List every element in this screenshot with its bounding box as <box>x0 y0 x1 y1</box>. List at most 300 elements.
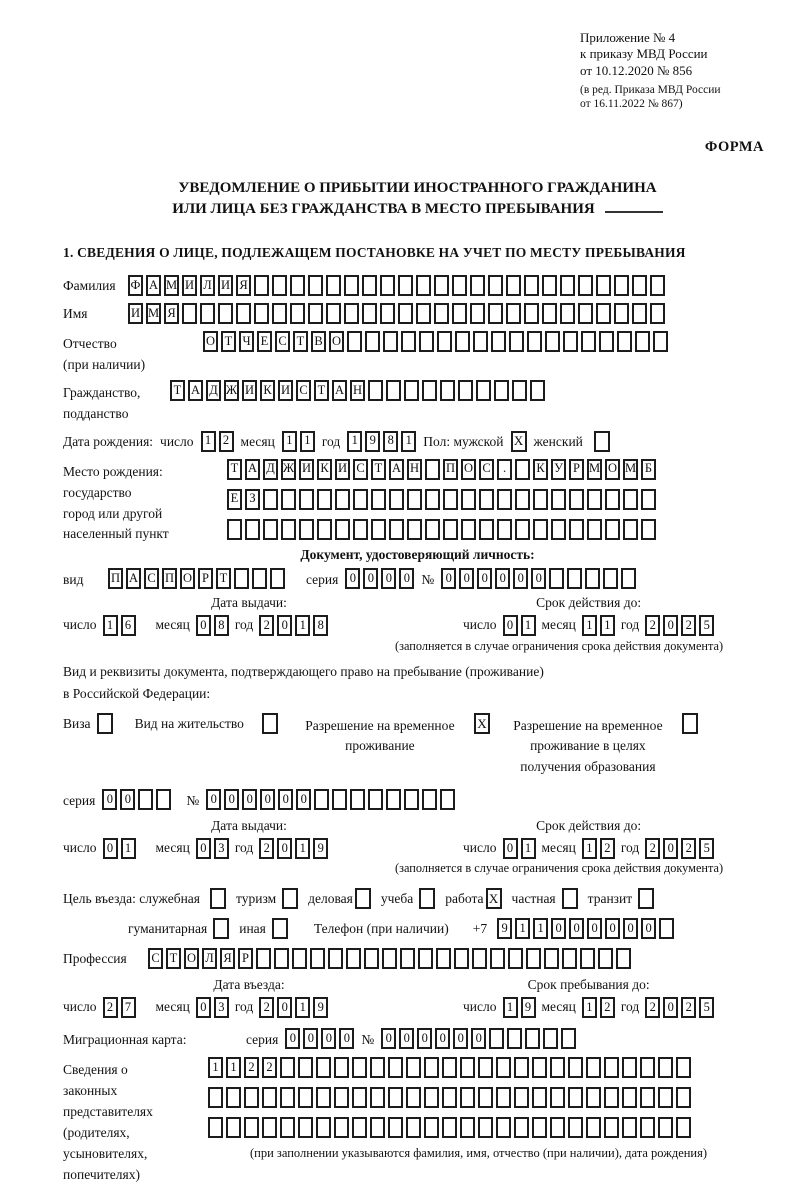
form-cell[interactable] <box>542 275 557 296</box>
form-cell[interactable] <box>334 1117 349 1138</box>
form-cell[interactable] <box>362 275 377 296</box>
form-cell[interactable]: С <box>148 948 163 969</box>
form-cell[interactable] <box>460 1117 475 1138</box>
form-cell[interactable]: Ж <box>281 459 296 480</box>
form-cell[interactable] <box>452 275 467 296</box>
form-cell[interactable] <box>641 489 656 510</box>
form-cell[interactable] <box>496 1087 511 1108</box>
form-cell[interactable]: О <box>180 568 195 589</box>
form-cell[interactable] <box>604 1087 619 1108</box>
form-cell[interactable] <box>434 275 449 296</box>
form-cell[interactable] <box>365 331 380 352</box>
form-cell[interactable] <box>470 275 485 296</box>
form-cell[interactable] <box>407 489 422 510</box>
form-cell[interactable]: С <box>275 331 290 352</box>
form-cell[interactable]: 9 <box>313 997 328 1018</box>
form-cell[interactable] <box>280 1057 295 1078</box>
form-cell[interactable]: 2 <box>681 997 696 1018</box>
form-cell[interactable] <box>550 1057 565 1078</box>
form-cell[interactable]: 0 <box>641 918 656 939</box>
form-cell[interactable] <box>587 519 602 540</box>
form-cell[interactable]: Я <box>236 275 251 296</box>
form-cell[interactable]: 0 <box>196 997 211 1018</box>
form-cell[interactable] <box>567 568 582 589</box>
form-cell[interactable]: Ч <box>239 331 254 352</box>
form-cell[interactable] <box>200 303 215 324</box>
form-cell[interactable] <box>478 1057 493 1078</box>
form-cell[interactable]: 1 <box>521 838 536 859</box>
form-cell[interactable] <box>442 1087 457 1108</box>
form-cell[interactable]: 1 <box>600 615 615 636</box>
form-cell[interactable] <box>280 1117 295 1138</box>
form-cell[interactable] <box>344 303 359 324</box>
form-cell[interactable]: А <box>126 568 141 589</box>
form-cell[interactable] <box>416 275 431 296</box>
form-cell[interactable]: 2 <box>600 838 615 859</box>
form-cell[interactable] <box>272 275 287 296</box>
form-cell[interactable] <box>440 789 455 810</box>
form-cell[interactable] <box>401 331 416 352</box>
form-cell[interactable]: 1 <box>295 838 310 859</box>
form-cell[interactable] <box>443 519 458 540</box>
form-cell[interactable] <box>460 1087 475 1108</box>
form-cell[interactable]: М <box>623 459 638 480</box>
form-cell[interactable]: 9 <box>365 431 380 452</box>
form-cell[interactable] <box>586 1057 601 1078</box>
form-cell[interactable] <box>614 303 629 324</box>
form-cell[interactable]: О <box>605 459 620 480</box>
form-cell[interactable] <box>497 489 512 510</box>
form-cell[interactable] <box>587 489 602 510</box>
form-cell[interactable] <box>461 519 476 540</box>
form-cell[interactable]: Т <box>216 568 231 589</box>
form-cell[interactable] <box>425 519 440 540</box>
form-cell[interactable]: 0 <box>503 838 518 859</box>
form-cell[interactable] <box>585 568 600 589</box>
form-cell[interactable]: К <box>317 459 332 480</box>
form-cell[interactable]: 1 <box>347 431 362 452</box>
form-cell[interactable]: 0 <box>206 789 221 810</box>
form-cell[interactable] <box>605 519 620 540</box>
form-cell[interactable]: 2 <box>259 838 274 859</box>
form-cell[interactable]: Т <box>293 331 308 352</box>
form-cell[interactable] <box>424 1057 439 1078</box>
form-cell[interactable]: 1 <box>295 615 310 636</box>
form-cell[interactable] <box>386 789 401 810</box>
form-cell[interactable] <box>290 275 305 296</box>
form-cell[interactable]: С <box>479 459 494 480</box>
form-cell[interactable] <box>508 948 523 969</box>
form-cell[interactable] <box>404 789 419 810</box>
form-cell[interactable] <box>317 519 332 540</box>
form-cell[interactable]: И <box>335 459 350 480</box>
form-cell[interactable] <box>370 1117 385 1138</box>
form-cell[interactable] <box>578 303 593 324</box>
form-cell[interactable] <box>440 380 455 401</box>
form-cell[interactable]: С <box>296 380 311 401</box>
form-cell[interactable] <box>506 303 521 324</box>
form-cell[interactable]: 0 <box>399 568 414 589</box>
form-cell[interactable]: 2 <box>262 1057 277 1078</box>
form-cell[interactable]: И <box>242 380 257 401</box>
form-cell[interactable]: 0 <box>381 568 396 589</box>
form-cell[interactable] <box>272 303 287 324</box>
form-cell[interactable] <box>388 1057 403 1078</box>
form-cell[interactable]: . <box>497 459 512 480</box>
form-cell[interactable]: 1 <box>515 918 530 939</box>
form-cell[interactable] <box>515 489 530 510</box>
form-cell[interactable] <box>350 789 365 810</box>
form-cell[interactable] <box>544 948 559 969</box>
form-cell[interactable] <box>425 489 440 510</box>
form-cell[interactable] <box>478 1117 493 1138</box>
form-cell[interactable] <box>244 1117 259 1138</box>
form-cell[interactable] <box>262 1087 277 1108</box>
form-cell[interactable] <box>352 1087 367 1108</box>
form-cell[interactable]: К <box>260 380 275 401</box>
form-cell[interactable]: 0 <box>605 918 620 939</box>
form-cell[interactable]: 0 <box>453 1028 468 1049</box>
form-cell[interactable] <box>622 1087 637 1108</box>
form-cell[interactable] <box>326 275 341 296</box>
form-cell[interactable] <box>335 519 350 540</box>
form-cell[interactable] <box>635 331 650 352</box>
form-cell[interactable] <box>422 789 437 810</box>
form-cell[interactable] <box>436 948 451 969</box>
form-cell[interactable]: 1 <box>201 431 216 452</box>
form-cell[interactable] <box>488 303 503 324</box>
form-cell[interactable] <box>658 1117 673 1138</box>
form-cell[interactable] <box>605 489 620 510</box>
form-cell[interactable] <box>653 331 668 352</box>
form-cell[interactable] <box>252 568 267 589</box>
form-cell[interactable] <box>362 303 377 324</box>
form-cell[interactable] <box>476 380 491 401</box>
form-cell[interactable]: 8 <box>214 615 229 636</box>
option-residence-permit[interactable]: Вид на жительство <box>135 713 278 734</box>
form-cell[interactable] <box>604 1117 619 1138</box>
form-cell[interactable] <box>460 1057 475 1078</box>
form-cell[interactable]: Т <box>221 331 236 352</box>
form-cell[interactable] <box>568 1087 583 1108</box>
form-cell[interactable] <box>218 303 233 324</box>
form-cell[interactable]: Б <box>641 459 656 480</box>
residence-permit-checkbox[interactable] <box>262 713 278 734</box>
form-cell[interactable] <box>386 380 401 401</box>
form-cell[interactable]: Р <box>198 568 213 589</box>
form-cell[interactable] <box>598 948 613 969</box>
form-cell[interactable]: 0 <box>120 789 135 810</box>
sex-male-checkbox[interactable]: X <box>511 431 527 452</box>
form-cell[interactable] <box>533 519 548 540</box>
form-cell[interactable] <box>614 275 629 296</box>
form-cell[interactable] <box>371 489 386 510</box>
form-cell[interactable] <box>490 948 505 969</box>
form-cell[interactable]: 2 <box>103 997 118 1018</box>
form-cell[interactable] <box>316 1117 331 1138</box>
form-cell[interactable] <box>400 948 415 969</box>
form-cell[interactable]: 2 <box>219 431 234 452</box>
form-cell[interactable] <box>389 519 404 540</box>
form-cell[interactable]: Н <box>407 459 422 480</box>
form-cell[interactable] <box>560 275 575 296</box>
form-cell[interactable] <box>676 1057 691 1078</box>
form-cell[interactable]: Е <box>227 489 242 510</box>
form-cell[interactable]: А <box>146 275 161 296</box>
form-cell[interactable] <box>586 1087 601 1108</box>
form-cell[interactable] <box>568 1057 583 1078</box>
form-cell[interactable] <box>368 380 383 401</box>
form-cell[interactable] <box>234 568 249 589</box>
form-cell[interactable] <box>603 568 618 589</box>
form-cell[interactable] <box>308 275 323 296</box>
form-cell[interactable]: О <box>329 331 344 352</box>
form-cell[interactable] <box>640 1057 655 1078</box>
form-cell[interactable] <box>496 1057 511 1078</box>
form-cell[interactable] <box>470 303 485 324</box>
form-cell[interactable]: У <box>551 459 566 480</box>
form-cell[interactable] <box>586 1117 601 1138</box>
form-cell[interactable] <box>236 303 251 324</box>
study-checkbox[interactable] <box>419 888 435 909</box>
form-cell[interactable] <box>473 331 488 352</box>
form-cell[interactable]: Т <box>227 459 242 480</box>
form-cell[interactable] <box>491 331 506 352</box>
sex-female-checkbox[interactable] <box>594 431 610 452</box>
form-cell[interactable] <box>497 519 512 540</box>
form-cell[interactable]: 1 <box>121 838 136 859</box>
form-cell[interactable] <box>527 331 542 352</box>
form-cell[interactable] <box>458 380 473 401</box>
form-cell[interactable] <box>562 948 577 969</box>
form-cell[interactable] <box>676 1087 691 1108</box>
form-cell[interactable]: И <box>278 380 293 401</box>
option-visa[interactable]: Виза <box>63 713 113 734</box>
option-humanitarian[interactable]: гуманитарная <box>128 918 229 939</box>
form-cell[interactable] <box>514 1117 529 1138</box>
form-cell[interactable]: Т <box>371 459 386 480</box>
form-cell[interactable] <box>314 789 329 810</box>
form-cell[interactable]: 5 <box>699 997 714 1018</box>
form-cell[interactable] <box>542 303 557 324</box>
form-cell[interactable]: 0 <box>503 615 518 636</box>
form-cell[interactable] <box>489 1028 504 1049</box>
form-cell[interactable] <box>418 948 433 969</box>
form-cell[interactable]: 0 <box>296 789 311 810</box>
form-cell[interactable]: 0 <box>196 838 211 859</box>
form-cell[interactable] <box>263 519 278 540</box>
form-cell[interactable]: М <box>587 459 602 480</box>
form-cell[interactable] <box>419 331 434 352</box>
form-cell[interactable] <box>442 1057 457 1078</box>
form-cell[interactable] <box>434 303 449 324</box>
form-cell[interactable] <box>506 275 521 296</box>
form-cell[interactable] <box>442 1117 457 1138</box>
form-cell[interactable]: 1 <box>282 431 297 452</box>
form-cell[interactable]: 0 <box>513 568 528 589</box>
form-cell[interactable]: 0 <box>321 1028 336 1049</box>
form-cell[interactable] <box>650 303 665 324</box>
form-cell[interactable]: 2 <box>600 997 615 1018</box>
form-cell[interactable] <box>512 380 527 401</box>
form-cell[interactable]: 1 <box>503 997 518 1018</box>
form-cell[interactable] <box>443 489 458 510</box>
form-cell[interactable]: И <box>182 275 197 296</box>
form-cell[interactable]: А <box>245 459 260 480</box>
form-cell[interactable] <box>298 1087 313 1108</box>
form-cell[interactable]: 2 <box>259 997 274 1018</box>
form-cell[interactable]: Д <box>263 459 278 480</box>
form-cell[interactable]: 0 <box>531 568 546 589</box>
form-cell[interactable]: 0 <box>102 789 117 810</box>
form-cell[interactable]: 0 <box>277 615 292 636</box>
form-cell[interactable] <box>353 519 368 540</box>
form-cell[interactable] <box>334 1087 349 1108</box>
form-cell[interactable]: П <box>108 568 123 589</box>
form-cell[interactable]: И <box>299 459 314 480</box>
form-cell[interactable] <box>422 380 437 401</box>
form-cell[interactable] <box>299 519 314 540</box>
form-cell[interactable]: 2 <box>645 615 660 636</box>
form-cell[interactable] <box>479 519 494 540</box>
form-cell[interactable]: 9 <box>313 838 328 859</box>
form-cell[interactable] <box>549 568 564 589</box>
form-cell[interactable] <box>182 303 197 324</box>
option-temp-residence-education[interactable]: Разрешение на временное проживание в целях получения образования <box>500 713 698 777</box>
form-cell[interactable]: 2 <box>645 997 660 1018</box>
form-cell[interactable] <box>326 303 341 324</box>
visa-checkbox[interactable] <box>97 713 113 734</box>
form-cell[interactable] <box>641 519 656 540</box>
form-cell[interactable] <box>632 303 647 324</box>
option-transit[interactable]: транзит <box>588 888 655 909</box>
form-cell[interactable]: 0 <box>435 1028 450 1049</box>
form-cell[interactable] <box>256 948 271 969</box>
form-cell[interactable] <box>352 1117 367 1138</box>
form-cell[interactable]: Т <box>166 948 181 969</box>
form-cell[interactable]: А <box>389 459 404 480</box>
form-cell[interactable]: 0 <box>459 568 474 589</box>
form-cell[interactable]: 0 <box>417 1028 432 1049</box>
form-cell[interactable] <box>578 275 593 296</box>
form-cell[interactable] <box>515 519 530 540</box>
form-cell[interactable] <box>596 303 611 324</box>
form-cell[interactable]: Р <box>238 948 253 969</box>
form-cell[interactable]: А <box>332 380 347 401</box>
form-cell[interactable]: 2 <box>681 615 696 636</box>
form-cell[interactable] <box>416 303 431 324</box>
form-cell[interactable] <box>526 948 541 969</box>
form-cell[interactable]: 0 <box>277 997 292 1018</box>
form-cell[interactable] <box>551 519 566 540</box>
form-cell[interactable] <box>388 1087 403 1108</box>
form-cell[interactable]: Л <box>200 275 215 296</box>
form-cell[interactable] <box>254 303 269 324</box>
transit-checkbox[interactable] <box>638 888 654 909</box>
form-cell[interactable]: И <box>218 275 233 296</box>
form-cell[interactable]: О <box>461 459 476 480</box>
form-cell[interactable] <box>676 1117 691 1138</box>
form-cell[interactable]: 2 <box>244 1057 259 1078</box>
form-cell[interactable] <box>525 1028 540 1049</box>
form-cell[interactable] <box>580 948 595 969</box>
temp-residence-checkbox[interactable]: X <box>474 713 490 734</box>
form-cell[interactable]: 0 <box>278 789 293 810</box>
form-cell[interactable]: 6 <box>121 615 136 636</box>
humanitarian-checkbox[interactable] <box>213 918 229 939</box>
form-cell[interactable]: 1 <box>582 838 597 859</box>
form-cell[interactable] <box>316 1087 331 1108</box>
form-cell[interactable] <box>245 519 260 540</box>
form-cell[interactable] <box>461 489 476 510</box>
temp-residence-education-checkbox[interactable] <box>682 713 698 734</box>
form-cell[interactable]: И <box>128 303 143 324</box>
form-cell[interactable]: З <box>245 489 260 510</box>
option-temp-residence[interactable]: Разрешение на временное проживание X <box>292 713 490 757</box>
form-cell[interactable] <box>335 489 350 510</box>
form-cell[interactable] <box>437 331 452 352</box>
form-cell[interactable] <box>138 789 153 810</box>
option-private[interactable]: частная <box>512 888 578 909</box>
form-cell[interactable] <box>364 948 379 969</box>
form-cell[interactable]: 9 <box>497 918 512 939</box>
form-cell[interactable]: 0 <box>224 789 239 810</box>
form-cell[interactable]: 0 <box>399 1028 414 1049</box>
form-cell[interactable]: 2 <box>681 838 696 859</box>
option-work[interactable]: работа X <box>445 888 501 909</box>
form-cell[interactable]: О <box>203 331 218 352</box>
form-cell[interactable] <box>622 1057 637 1078</box>
form-cell[interactable] <box>472 948 487 969</box>
form-cell[interactable]: Ж <box>224 380 239 401</box>
form-cell[interactable] <box>298 1117 313 1138</box>
option-other[interactable]: иная <box>239 918 288 939</box>
form-cell[interactable]: 0 <box>663 615 678 636</box>
form-cell[interactable]: 1 <box>582 997 597 1018</box>
form-cell[interactable]: П <box>162 568 177 589</box>
form-cell[interactable] <box>270 568 285 589</box>
form-cell[interactable] <box>370 1057 385 1078</box>
form-cell[interactable]: 0 <box>587 918 602 939</box>
form-cell[interactable]: 1 <box>401 431 416 452</box>
form-cell[interactable] <box>328 948 343 969</box>
form-cell[interactable] <box>299 489 314 510</box>
form-cell[interactable]: Ф <box>128 275 143 296</box>
form-cell[interactable] <box>226 1117 241 1138</box>
form-cell[interactable]: 1 <box>521 615 536 636</box>
form-cell[interactable] <box>550 1117 565 1138</box>
form-cell[interactable] <box>308 303 323 324</box>
form-cell[interactable] <box>347 331 362 352</box>
form-cell[interactable] <box>263 489 278 510</box>
form-cell[interactable] <box>353 489 368 510</box>
form-cell[interactable]: 0 <box>277 838 292 859</box>
form-cell[interactable] <box>515 459 530 480</box>
form-cell[interactable] <box>424 1117 439 1138</box>
form-cell[interactable] <box>524 275 539 296</box>
form-cell[interactable]: 0 <box>285 1028 300 1049</box>
form-cell[interactable] <box>380 275 395 296</box>
form-cell[interactable] <box>568 1117 583 1138</box>
form-cell[interactable] <box>496 1117 511 1138</box>
form-cell[interactable]: 2 <box>645 838 660 859</box>
form-cell[interactable]: 0 <box>381 1028 396 1049</box>
form-cell[interactable] <box>632 275 647 296</box>
form-cell[interactable] <box>425 459 440 480</box>
work-checkbox[interactable]: X <box>486 888 502 909</box>
form-cell[interactable] <box>532 1057 547 1078</box>
form-cell[interactable] <box>156 789 171 810</box>
